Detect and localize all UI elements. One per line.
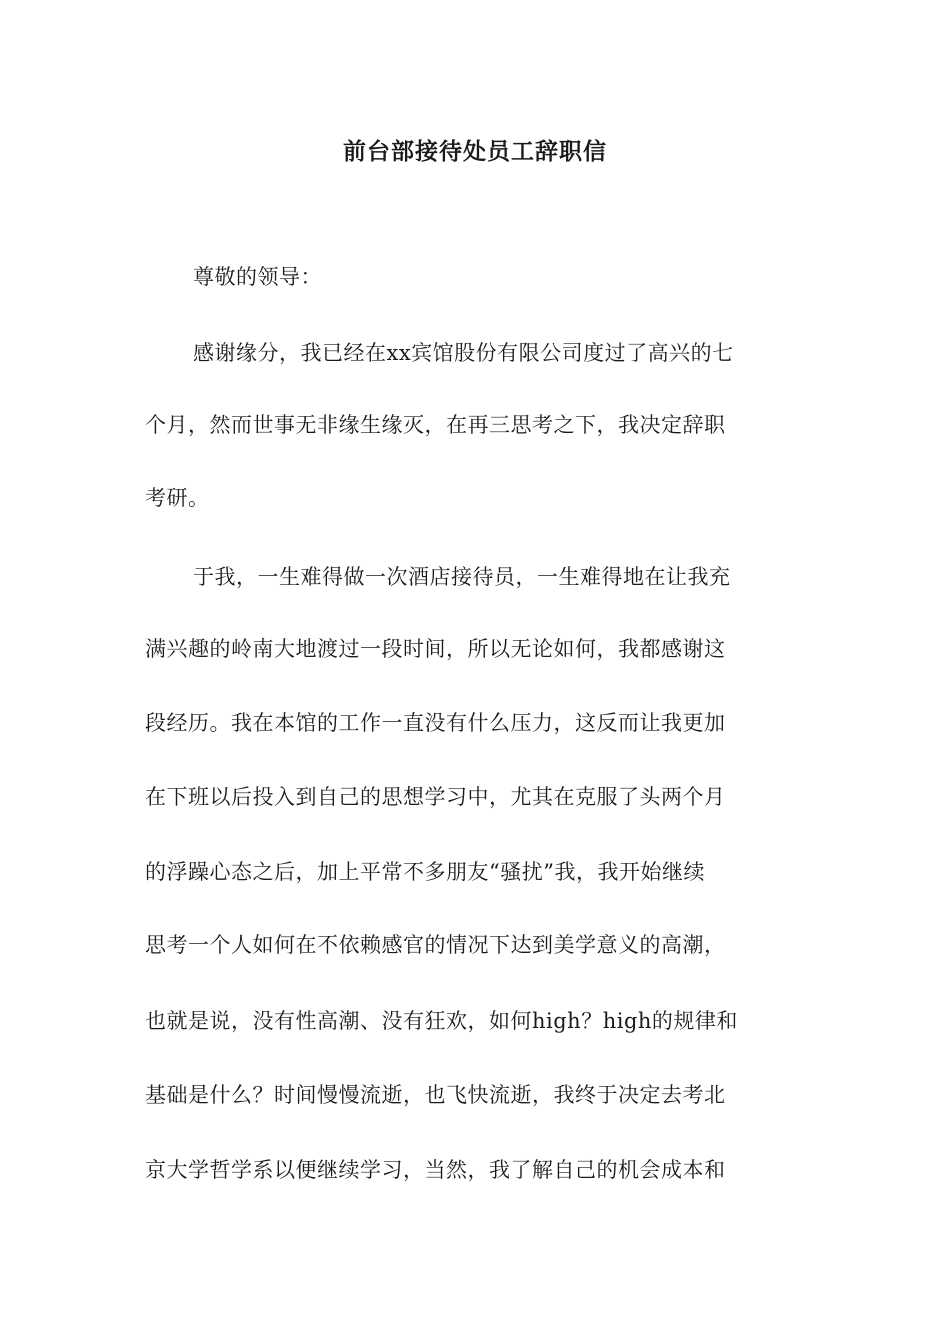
paragraph-1-line-1: 感谢缘分，我已经在xx宾馆股份有限公司度过了高兴的七	[193, 341, 734, 365]
paragraph-2-line-1: 于我，一生难得做一次酒店接待员，一生难得地在让我充	[193, 565, 731, 589]
paragraph-2-line-2: 满兴趣的岭南大地渡过一段时间，所以无论如何，我都感谢这	[145, 637, 726, 661]
paragraph-2-line-5: 的浮躁心态之后，加上平常不多朋友“骚扰”我，我开始继续	[145, 860, 705, 884]
paragraph-2-line-3: 段经历。我在本馆的工作一直没有什么压力，这反而让我更加	[145, 711, 726, 735]
paragraph-1-line-2: 个月，然而世事无非缘生缘灭，在再三思考之下，我决定辞职	[145, 413, 726, 437]
paragraph-1-line-3: 考研。	[145, 486, 210, 510]
document-title: 前台部接待处员工辞职信	[343, 138, 607, 165]
paragraph-2-line-7: 也就是说，没有性高潮、没有狂欢，如何high？high的规律和	[145, 1009, 738, 1033]
paragraph-2-line-4: 在下班以后投入到自己的思想学习中，尤其在克服了头两个月	[145, 785, 726, 809]
paragraph-2-line-8: 基础是什么？时间慢慢流逝，也飞快流逝，我终于决定去考北	[145, 1083, 726, 1107]
paragraph-2-line-9: 京大学哲学系以便继续学习，当然，我了解自己的机会成本和	[145, 1158, 726, 1182]
salutation: 尊敬的领导：	[193, 265, 322, 289]
paragraph-2-line-6: 思考一个人如何在不依赖感官的情况下达到美学意义的高潮，	[145, 933, 726, 957]
